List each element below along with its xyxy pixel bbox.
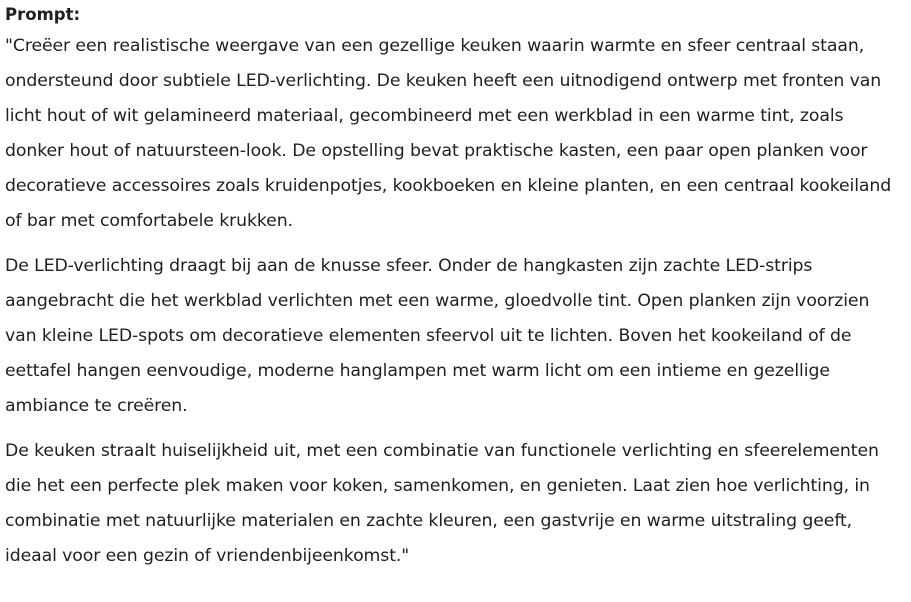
prompt-paragraph-2: De LED-verlichting draagt bij aan de knusse sfeer. Onder de hangkasten zijn zachte LED-strips aangebracht die het werkblad verlichten met een warme, gloedvolle tint. Open planken zijn voorzien van kleine LED-spots om decoratieve elementen sfeervol uit te lichten. Boven het kookeiland of de eettafel hangen eenvoudige, moderne hanglampen met warm licht om een intieme en gezellige ambiance te creëren.	[5, 256, 870, 416]
prompt-paragraph-3: De keuken straalt huiselijkheid uit, met een combinatie van functionele verlichting en sfeerelementen die het een perfecte plek maken voor koken, samenkomen, en genieten. Laat zien hoe verlichting, in combinatie met natuurlijke materialen en zachte kleuren, een gastvrije en warme uitstraling geeft, ideaal voor een gezin of vriendenbijeenkomst."	[5, 441, 879, 566]
prompt-heading: Prompt:	[5, 5, 81, 24]
prompt-paragraph-1: "Creëer een realistische weergave van een gezellige keuken waarin warmte en sfeer centraal staan, ondersteund door subtiele LED-verlichting. De keuken heeft een uitnodigend ontwerp met fronten van licht hout of wit gelamineerd materiaal, gecombineerd met een werkblad in een warme tint, zoals donker hout of natuursteen-look. De opstelling bevat praktische kasten, een paar open planken voor decoratieve accessoires zoals kruidenpotjes, kookboeken en kleine planten, en een centraal kookeiland of bar met comfortabele krukken.	[5, 36, 892, 231]
